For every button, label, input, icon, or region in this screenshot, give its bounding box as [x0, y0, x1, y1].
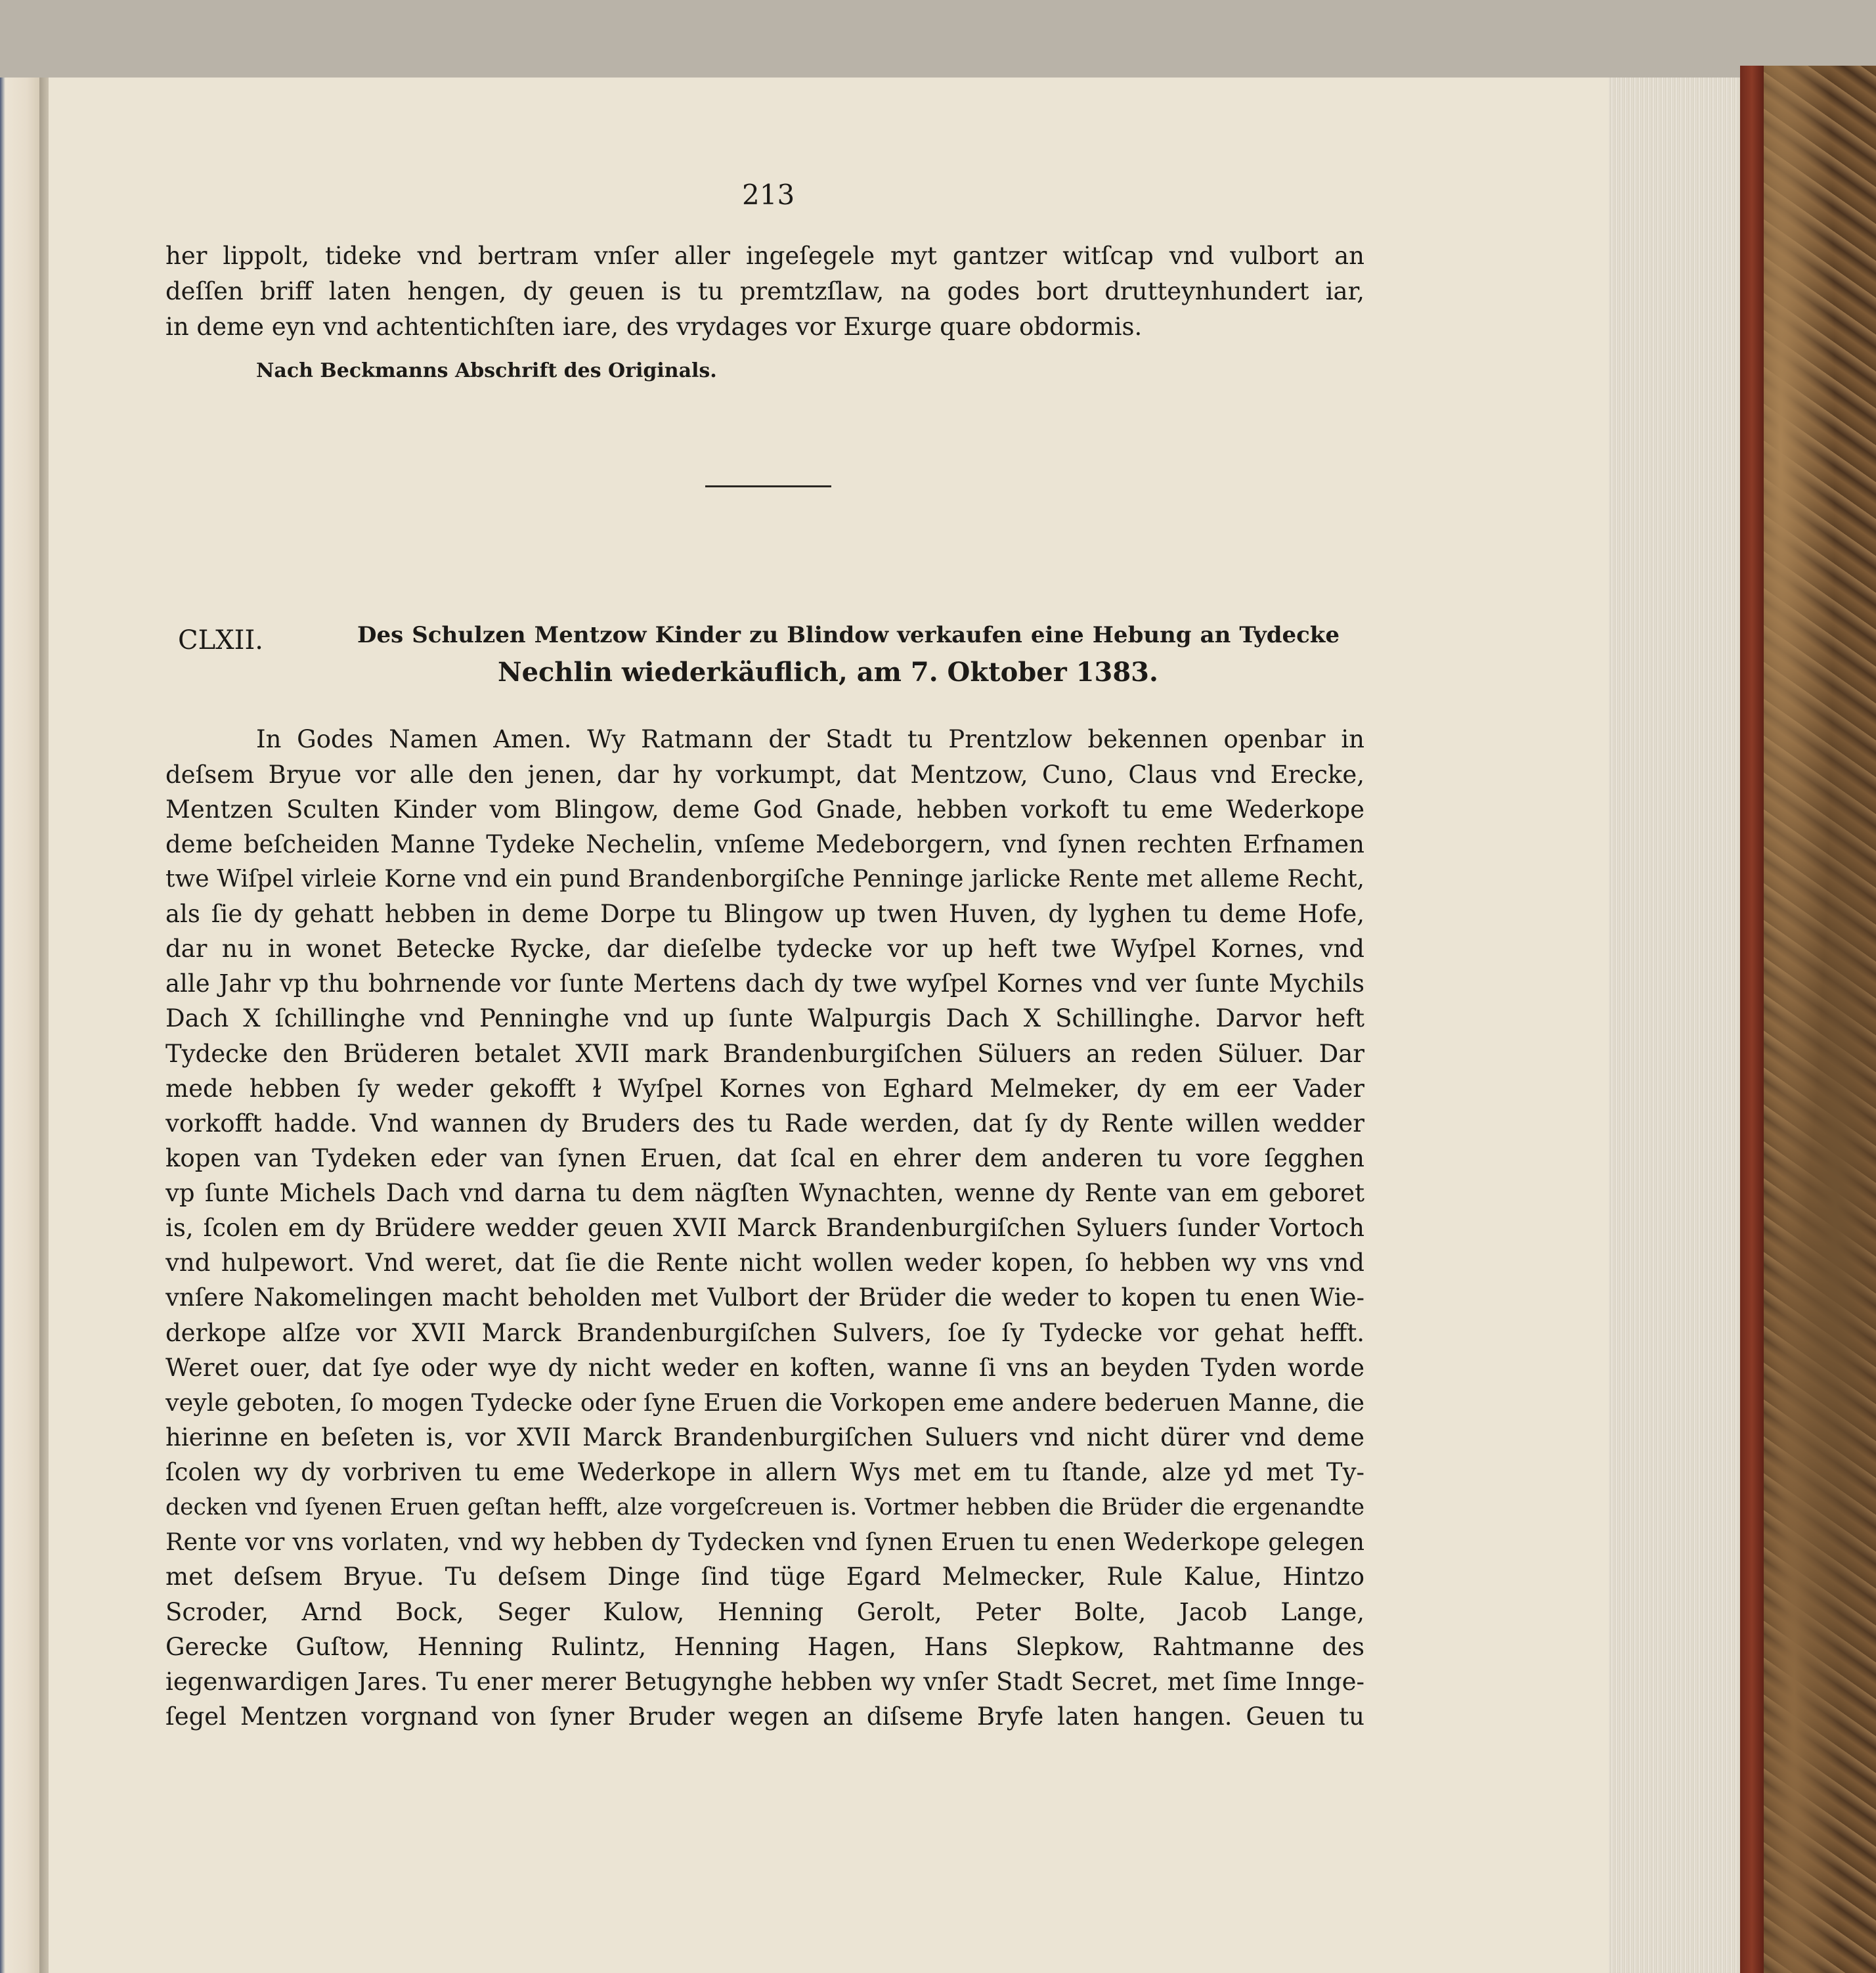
- body-line: vp ſunte Michels Dach vnd darna tu dem nägſten Wynachten, wenne dy Rente van em geboret: [165, 1179, 1364, 1207]
- body-line: ſegel Mentzen vorgnand von ſyner Bruder wegen an diſseme Bryfe laten hangen. Geuen tu: [165, 1702, 1364, 1731]
- body-line: iegenwardigen Jares. Tu ener merer Betugynghe hebben wy vnſer Stadt Secret, met ſime Innge-: [165, 1668, 1364, 1696]
- body-line: Gerecke Guſtow, Henning Rulintz, Henning Hagen, Hans Slepkow, Rahtmanne des: [165, 1633, 1364, 1661]
- body-line: hierinne en beſeten is, vor XVII Marck Brandenburgiſchen Suluers vnd nicht dürer vnd deme: [165, 1423, 1364, 1452]
- body-line: Dach X ſchillinghe vnd Penninghe vnd up ſunte Walpurgis Dach X Schillinghe. Darvor heft: [165, 1004, 1364, 1032]
- book-gutter: [39, 78, 49, 1973]
- body-line: Mentzen Sculten Kinder vom Blingow, deme God Gnade, hebben vorkoft tu eme Wederkope: [165, 795, 1364, 824]
- continuation-line: her lippolt, tideke vnd bertram vnſer aller ingeſegele myt gantzer witſcap vnd vulbort an: [165, 242, 1364, 270]
- body-line: veyle geboten, ſo mogen Tydecke oder ſyne Eruen die Vorkopen eme andere bederuen Manne, die: [165, 1388, 1364, 1417]
- body-line: decken vnd ſyenen Eruen geſtan hefft, alze vorgeſcreuen is. Vortmer hebben die Brüder die ergenandte: [165, 1494, 1364, 1520]
- continuation-line: deſſen briff laten hengen, dy geuen is tu premtzſlaw, na godes bort drutteynhundert iar,: [165, 277, 1364, 305]
- body-line: Rente vor vns vorlaten, vnd wy hebben dy Tydecken vnd ſynen Eruen tu enen Wederkope gelegen: [165, 1528, 1364, 1556]
- section-number: CLXII.: [178, 625, 263, 655]
- body-line: kopen van Tydeken eder van ſynen Eruen, dat ſcal en ehrer dem anderen tu vore ſegghen: [165, 1144, 1364, 1172]
- body-line: In Godes Namen Amen. Wy Ratmann der Stadt tu Prentzlow bekennen openbar in: [256, 725, 1364, 753]
- body-line: deme beſcheiden Manne Tydeke Nechelin, vnſeme Medeborgern, vnd ſynen rechten Erfnamen: [165, 830, 1364, 858]
- body-line: met deſsem Bryue. Tu deſsem Dinge ſind tüge Egard Melmecker, Rule Kalue, Hintzo: [165, 1563, 1364, 1591]
- leather-spine-band: [1740, 66, 1764, 1973]
- body-line: vnſere Nakomelingen macht beholden met Vulbort der Brüder die weder to kopen tu enen Wie-: [165, 1283, 1364, 1312]
- body-line: vorkofft hadde. Vnd wannen dy Bruders des tu Rade werden, dat ſy dy Rente willen wedder: [165, 1109, 1364, 1138]
- page-edges: [1609, 78, 1740, 1973]
- body-line: derkope alſze vor XVII Marck Brandenburgiſchen Sulvers, ſoe ſy Tydecke vor gehat hefft.: [165, 1319, 1364, 1347]
- section-title-line: Des Schulzen Mentzow Kinder zu Blindow verkaufen eine Hebung an Tydecke: [357, 622, 1340, 648]
- body-line: Tydecke den Brüderen betalet XVII mark Brandenburgiſchen Süluers an reden Süluer. Dar: [165, 1040, 1364, 1068]
- body-line: Scroder, Arnd Bock, Seger Kulow, Henning Gerolt, Peter Bolte, Jacob Lange,: [165, 1598, 1364, 1626]
- body-line: deſsem Bryue vor alle den jenen, dar hy vorkumpt, dat Mentzow, Cuno, Claus vnd Erecke,: [165, 761, 1364, 789]
- body-line: ſcolen wy dy vorbriven tu eme Wederkope in allern Wys met em tu ſtande, alze yd met Ty-: [165, 1458, 1364, 1486]
- body-line: is, ſcolen em dy Brüdere wedder geuen XVII Marck Brandenburgiſchen Syluers ſunder Vortoch: [165, 1214, 1364, 1242]
- left-page-edge: [0, 78, 39, 1973]
- body-line: als ſie dy gehatt hebben in deme Dorpe tu Blingow up twen Huven, dy lyghen tu deme Hofe,: [165, 900, 1364, 928]
- body-line: alle Jahr vp thu bohrnende vor ſunte Mertens dach dy twe wyſpel Kornes vnd ver ſunte Mychils: [165, 969, 1364, 998]
- page-number: 213: [742, 179, 795, 211]
- continuation-line: in deme eyn vnd achtentichſten iare, des vrydages vor Exurge quare obdormis.: [165, 313, 1143, 341]
- section-divider: [705, 485, 831, 487]
- section-title-line: Nechlin wiederkäuflich, am 7. Oktober 1383.: [498, 657, 1158, 688]
- source-note: Nach Beckmanns Abschrift des Originals.: [256, 359, 717, 382]
- body-line: dar nu in wonet Betecke Rycke, dar dieſelbe tydecke vor up heft twe Wyſpel Kornes, vnd: [165, 935, 1364, 963]
- body-line: mede hebben ſy weder gekofft ɫ Wyſpel Kornes von Eghard Melmeker, dy em eer Vader: [165, 1075, 1364, 1103]
- body-line: vnd hulpewort. Vnd weret, dat ſie die Rente nicht wollen weder kopen, ſo hebben wy vns vnd: [165, 1249, 1364, 1277]
- body-line: Weret ouer, dat ſye oder wye dy nicht weder en koften, wanne ſi vns an beyden Tyden worde: [165, 1354, 1364, 1382]
- body-line: twe Wiſpel virleie Korne vnd ein pund Brandenborgiſche Penninge jarlicke Rente met alleme Recht,: [165, 866, 1364, 893]
